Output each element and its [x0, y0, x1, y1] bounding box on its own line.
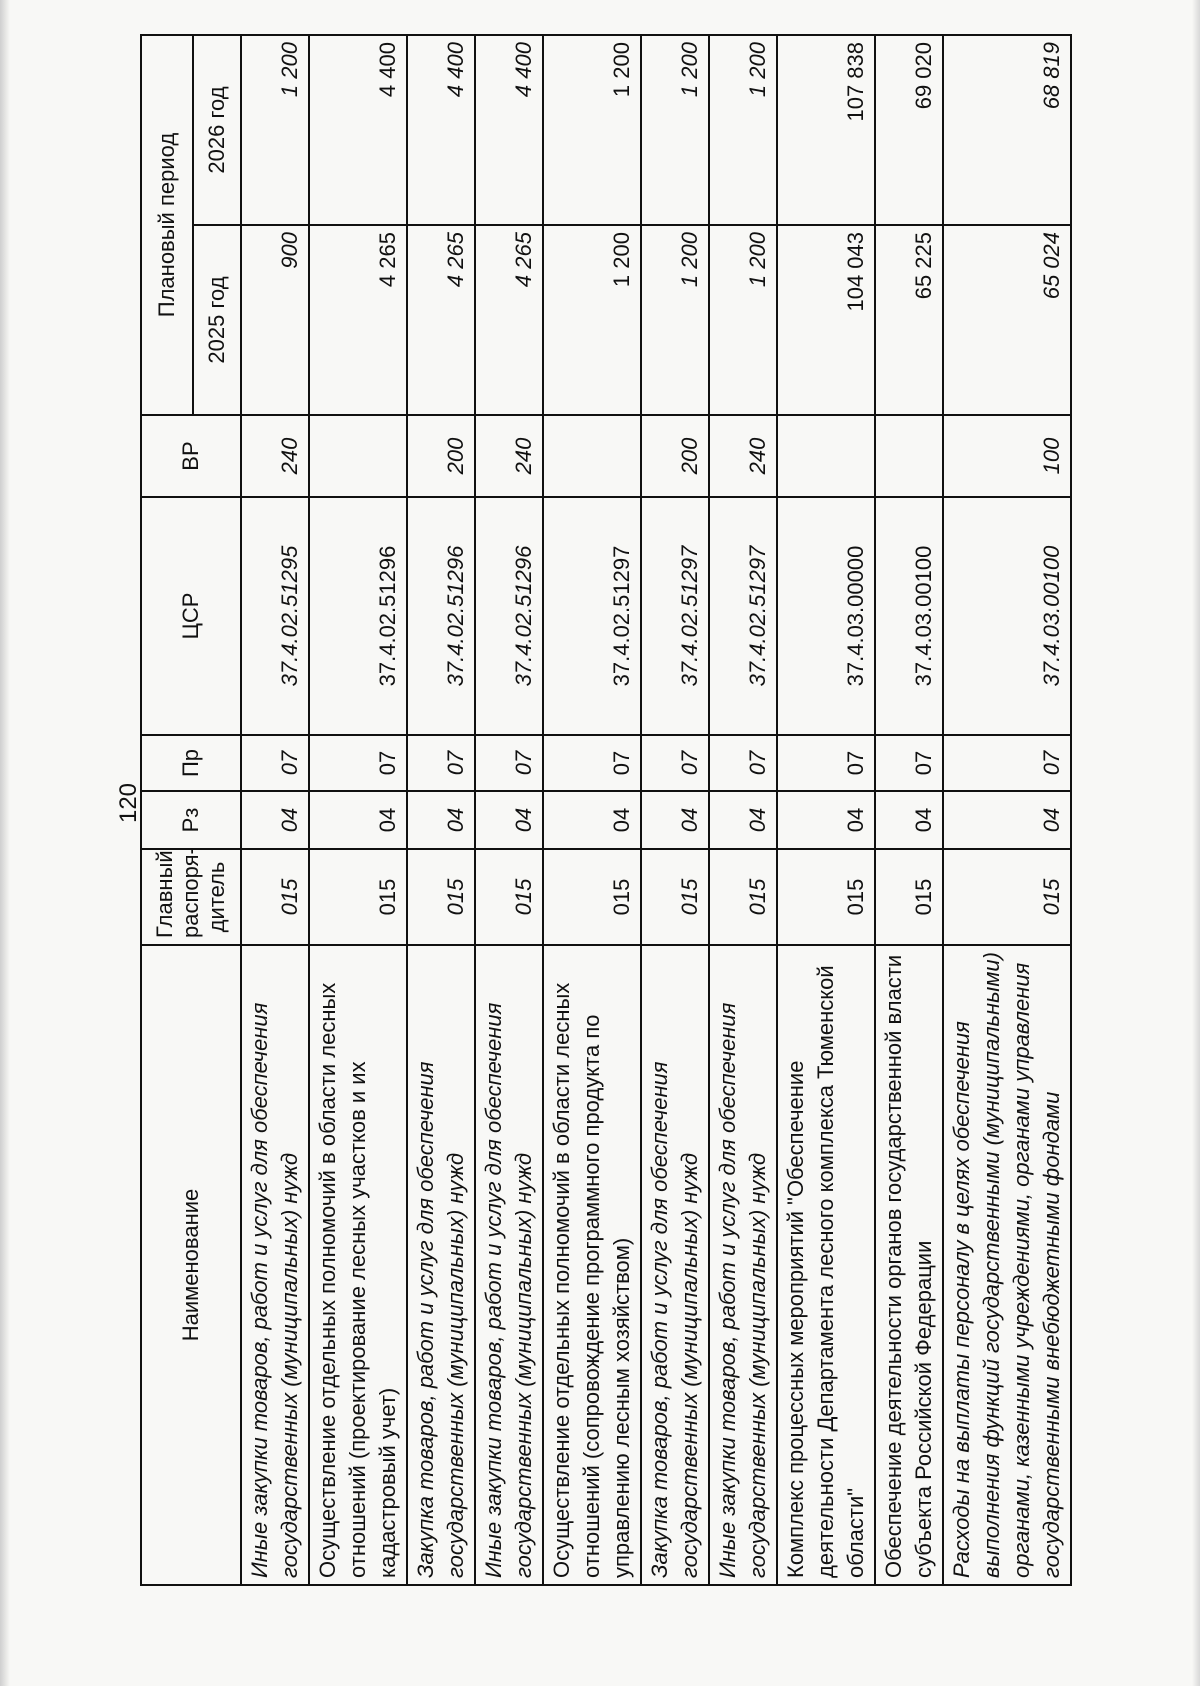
cell-name: Осуществление отдельных полномочий в области лесных отношений (сопровождение программного продукта по управлению лесным хозяйством): [543, 945, 641, 1585]
cell-pr: 07: [709, 735, 777, 791]
table-row: [309, 35, 407, 1585]
cell-2026: 1 200: [241, 35, 309, 225]
cell-2025: 1 200: [543, 225, 641, 415]
cell-pr: 07: [475, 735, 543, 791]
table-row: [875, 35, 943, 1585]
table-row: [943, 35, 1071, 1585]
cell-csr: 37.4.02.51297: [543, 497, 641, 735]
cell-name: Расходы на выплаты персоналу в целях обеспечения выполнения функций государственными (муниципальными) органами, казенными учреждениями, органами управления государственными внебюджетными фондами: [943, 945, 1071, 1585]
cell-name: Иные закупки товаров, работ и услуг для обеспечения государственных (муниципальных) нужд: [709, 945, 777, 1585]
cell-csr: 37.4.03.00100: [943, 497, 1071, 735]
cell-rz: 04: [241, 791, 309, 849]
header-year-2025: 2025 год: [193, 225, 241, 415]
header-rz: Рз: [141, 791, 241, 849]
header-manager: Главный распоря-дитель: [141, 849, 241, 945]
cell-pr: 07: [241, 735, 309, 791]
budget-table: [140, 34, 1072, 1586]
cell-csr: 37.4.02.51296: [407, 497, 475, 735]
cell-name: Комплекс процессных мероприятий "Обеспечение деятельности Департамента лесного комплекса Тюменской области": [777, 945, 875, 1585]
cell-name: Закупка товаров, работ и услуг для обеспечения государственных (муниципальных) нужд: [407, 945, 475, 1585]
cell-csr: 37.4.02.51296: [475, 497, 543, 735]
cell-manager: 015: [543, 849, 641, 945]
cell-pr: 07: [309, 735, 407, 791]
cell-rz: 04: [309, 791, 407, 849]
cell-2025: 4 265: [407, 225, 475, 415]
cell-pr: 07: [943, 735, 1071, 791]
cell-csr: 37.4.02.51295: [241, 497, 309, 735]
cell-vr: 240: [709, 415, 777, 497]
header-year-2026: 2026 год: [193, 35, 241, 225]
cell-2026: 107 838: [777, 35, 875, 225]
cell-2025: 1 200: [641, 225, 709, 415]
cell-csr: 37.4.02.51296: [309, 497, 407, 735]
cell-pr: 07: [641, 735, 709, 791]
cell-manager: 015: [241, 849, 309, 945]
cell-vr: 100: [943, 415, 1071, 497]
cell-2025: 65 024: [943, 225, 1071, 415]
cell-2026: 1 200: [709, 35, 777, 225]
cell-csr: 37.4.02.51297: [641, 497, 709, 735]
cell-csr: 37.4.02.51297: [709, 497, 777, 735]
cell-name: Обеспечение деятельности органов государственной власти субъекта Российской Федерации: [875, 945, 943, 1585]
cell-2025: 900: [241, 225, 309, 415]
cell-2026: 1 200: [543, 35, 641, 225]
cell-pr: 07: [777, 735, 875, 791]
cell-name: Закупка товаров, работ и услуг для обеспечения государственных (муниципальных) нужд: [641, 945, 709, 1585]
cell-2026: 1 200: [641, 35, 709, 225]
table-row: [641, 35, 709, 1585]
table-row: [709, 35, 777, 1585]
table-row: [475, 35, 543, 1585]
table-row: [777, 35, 875, 1585]
cell-manager: 015: [641, 849, 709, 945]
page-number: 120: [115, 782, 142, 824]
cell-2025: 4 265: [475, 225, 543, 415]
cell-rz: 04: [943, 791, 1071, 849]
cell-pr: 07: [543, 735, 641, 791]
header-csr: ЦСР: [141, 497, 241, 735]
header-pr: Пр: [141, 735, 241, 791]
table-row: [543, 35, 641, 1585]
table-body: [241, 35, 1071, 1585]
cell-name: Иные закупки товаров, работ и услуг для обеспечения государственных (муниципальных) нужд: [475, 945, 543, 1585]
cell-vr: [875, 415, 943, 497]
cell-manager: 015: [875, 849, 943, 945]
table-row: [407, 35, 475, 1585]
cell-vr: 240: [241, 415, 309, 497]
cell-2026: 4 400: [309, 35, 407, 225]
cell-vr: 200: [407, 415, 475, 497]
cell-rz: 04: [709, 791, 777, 849]
cell-rz: 04: [875, 791, 943, 849]
cell-vr: [543, 415, 641, 497]
cell-2026: 69 020: [875, 35, 943, 225]
cell-name: Осуществление отдельных полномочий в области лесных отношений (проектирование лесных участков и их кадастровый учет): [309, 945, 407, 1585]
cell-manager: 015: [407, 849, 475, 945]
header-vr: ВР: [141, 415, 241, 497]
cell-csr: 37.4.03.00100: [875, 497, 943, 735]
cell-manager: 015: [943, 849, 1071, 945]
cell-vr: 200: [641, 415, 709, 497]
cell-2025: 1 200: [709, 225, 777, 415]
cell-2026: 4 400: [407, 35, 475, 225]
cell-vr: 240: [475, 415, 543, 497]
cell-manager: 015: [475, 849, 543, 945]
cell-manager: 015: [709, 849, 777, 945]
cell-2025: 65 225: [875, 225, 943, 415]
cell-rz: 04: [641, 791, 709, 849]
cell-manager: 015: [777, 849, 875, 945]
cell-vr: [309, 415, 407, 497]
cell-2025: 104 043: [777, 225, 875, 415]
cell-2025: 4 265: [309, 225, 407, 415]
cell-name: Иные закупки товаров, работ и услуг для обеспечения государственных (муниципальных) нужд: [241, 945, 309, 1585]
cell-rz: 04: [475, 791, 543, 849]
cell-2026: 4 400: [475, 35, 543, 225]
cell-rz: 04: [407, 791, 475, 849]
table-row: [241, 35, 309, 1585]
cell-2026: 68 819: [943, 35, 1071, 225]
cell-vr: [777, 415, 875, 497]
cell-manager: 015: [309, 849, 407, 945]
header-name: Наименование: [141, 945, 241, 1585]
header-planned-period: Плановый период: [141, 35, 193, 415]
cell-rz: 04: [543, 791, 641, 849]
cell-pr: 07: [875, 735, 943, 791]
cell-csr: 37.4.03.00000: [777, 497, 875, 735]
cell-pr: 07: [407, 735, 475, 791]
cell-rz: 04: [777, 791, 875, 849]
